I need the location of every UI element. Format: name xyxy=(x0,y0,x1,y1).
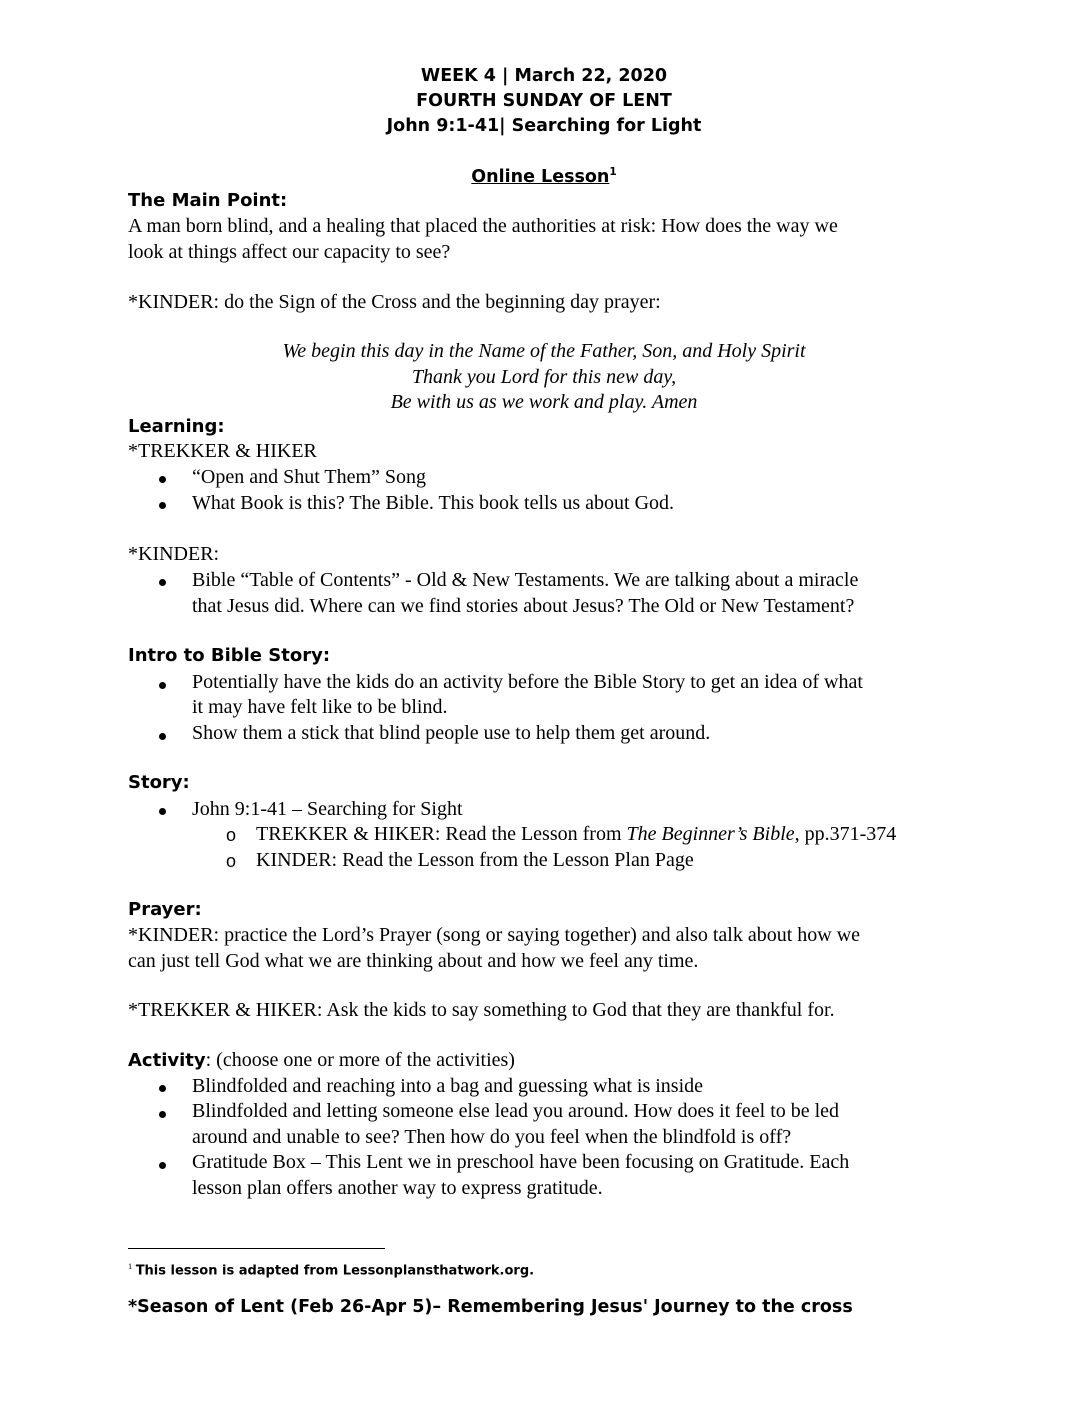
learning-heading: Learning: xyxy=(128,416,225,437)
bullet xyxy=(159,682,166,689)
bullet xyxy=(159,579,166,586)
sunday-title: FOURTH SUNDAY OF LENT xyxy=(416,91,672,111)
lesson-title-text: Online Lesson xyxy=(471,166,610,187)
story-sub-item-1: TREKKER & HIKER: Read the Lesson from The Beginner’s Bible, pp.371-374 xyxy=(256,823,897,845)
kinder-intro: *KINDER: do the Sign of the Cross and the beginning day prayer: xyxy=(128,291,661,313)
season-footer: *Season of Lent (Feb 26-Apr 5)– Remembering Jesus' Journey to the cross xyxy=(128,1297,853,1317)
prayer-line-1: We begin this day in the Name of the Father, Son, and Holy Spirit xyxy=(282,340,806,362)
main-point-text-2: look at things affect our capacity to see? xyxy=(128,241,451,263)
intro-story-item-1-line-1: Potentially have the kids do an activity before the Bible Story to get an idea of what xyxy=(192,671,863,693)
prayer-kinder-line-2: can just tell God what we are thinking about and how we feel any time. xyxy=(128,950,699,972)
bullet xyxy=(159,1111,166,1118)
learning-item-1: “Open and Shut Them” Song xyxy=(192,466,427,488)
book-title: The Beginner’s Bible xyxy=(626,823,795,845)
bullet xyxy=(159,1085,166,1092)
learning-group-kinder: *KINDER: xyxy=(128,543,220,565)
story-sub-item-2: KINDER: Read the Lesson from the Lesson Plan Page xyxy=(256,849,694,871)
learning-group-trekker-hiker: *TREKKER & HIKER xyxy=(128,440,317,462)
sub-bullet: o xyxy=(226,851,237,871)
bullet xyxy=(159,1162,166,1169)
prayer-kinder-line-1: *KINDER: practice the Lord’s Prayer (song or saying together) and also talk about how we xyxy=(128,924,861,946)
footnote-text: This lesson is adapted from Lessonplansthatwork.org. xyxy=(135,1263,535,1279)
prayer-line-3: Be with us as we work and play. Amen xyxy=(390,391,698,413)
intro-story-item-2: Show them a stick that blind people use to help them get around. xyxy=(192,722,711,744)
sub-bullet: o xyxy=(226,825,237,845)
activity-item-2-line-1: Blindfolded and letting someone else lead you around. How does it feel to be led xyxy=(192,1100,840,1122)
story-item: John 9:1-41 – Searching for Sight xyxy=(192,798,463,820)
learning-kinder-item-line-2: that Jesus did. Where can we find stories about Jesus? The Old or New Testament? xyxy=(192,595,855,617)
scripture-title: John 9:1-41| Searching for Light xyxy=(386,116,702,136)
intro-story-heading: Intro to Bible Story: xyxy=(128,645,331,666)
prayer-heading: Prayer: xyxy=(128,899,202,920)
learning-item-2: What Book is this? The Bible. This book tells us about God. xyxy=(192,492,675,514)
activity-note: : (choose one or more of the activities) xyxy=(205,1049,515,1071)
bullet xyxy=(159,808,166,815)
bullet xyxy=(159,733,166,740)
activity-item-2-line-2: around and unable to see? Then how do you feel when the blindfold is off? xyxy=(192,1126,792,1148)
activity-heading: Activity xyxy=(128,1050,206,1071)
prayer-trekker-hiker: *TREKKER & HIKER: Ask the kids to say something to God that they are thankful for. xyxy=(128,999,835,1021)
main-point-heading: The Main Point: xyxy=(128,190,288,211)
activity-item-3-line-1: Gratitude Box – This Lent we in preschool have been focusing on Gratitude. Each xyxy=(192,1151,850,1173)
footnote-number: 1 xyxy=(128,1262,133,1271)
lesson-title xyxy=(0,166,1088,187)
footnote xyxy=(128,1262,534,1280)
week-date-line: WEEK 4 | March 22, 2020 xyxy=(420,66,668,86)
footnote-divider xyxy=(128,1248,385,1249)
prayer-line-2: Thank you Lord for this new day, xyxy=(411,366,677,388)
main-point-text-1: A man born blind, and a healing that placed the authorities at risk: How does the way we xyxy=(128,215,838,237)
activity-item-1: Blindfolded and reaching into a bag and guessing what is inside xyxy=(192,1075,704,1097)
footnote-reference[interactable]: 1 xyxy=(609,166,617,178)
story-heading: Story: xyxy=(128,772,190,793)
intro-story-item-1-line-2: it may have felt like to be blind. xyxy=(192,696,448,718)
bullet xyxy=(159,502,166,509)
bullet xyxy=(159,476,166,483)
activity-item-3-line-2: lesson plan offers another way to express gratitude. xyxy=(192,1177,603,1199)
learning-kinder-item-line-1: Bible “Table of Contents” - Old & New Testaments. We are talking about a miracle xyxy=(192,569,859,591)
activity-heading-line xyxy=(128,1049,515,1072)
